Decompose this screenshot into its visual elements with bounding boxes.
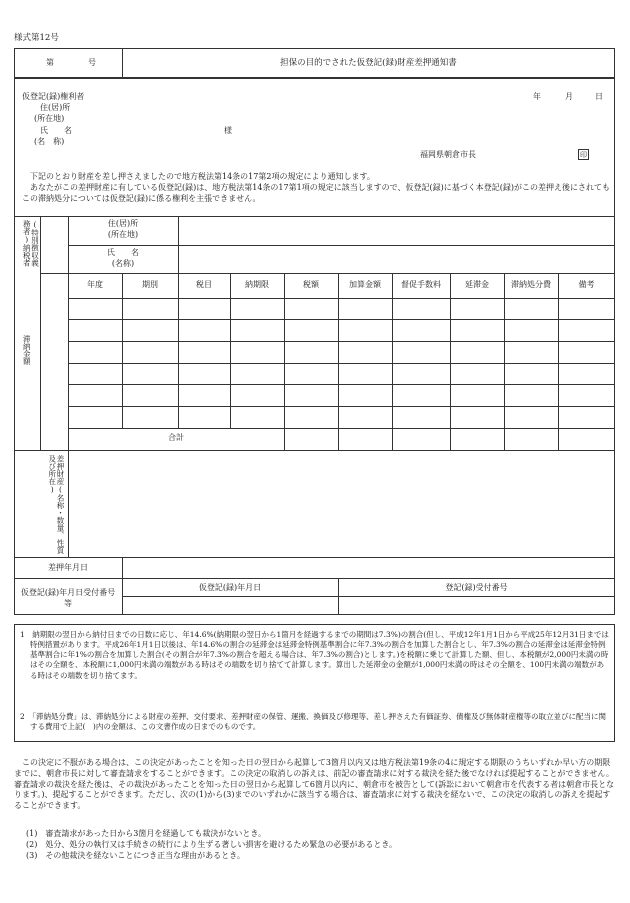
note-2: 2 「滞納処分費」は、滞納処分による財産の差押、交付要求、差押財産の保管、運搬、換価及び修理等、差し押さえた有価証券、債権及び無体財産権等の取立並びに配当に関する費用で上記( )内の金額は、この文書作成の日までのものです。 bbox=[20, 712, 607, 732]
document-title: 担保の目的でされた仮登記(録)財産差押通知書 bbox=[280, 58, 457, 68]
date-day: 日 bbox=[595, 92, 603, 101]
location-label: (所在地) bbox=[34, 114, 65, 123]
col-tax-item: 税目 bbox=[196, 280, 212, 289]
date-month: 月 bbox=[565, 92, 573, 101]
prov-registration-date-label: 仮登記(録)年月日 bbox=[198, 583, 262, 592]
seizure-date-label: 差押年月日 bbox=[48, 563, 88, 572]
col-surcharge: 加算金額 bbox=[349, 280, 381, 289]
date-year: 年 bbox=[533, 92, 541, 101]
number-dai: 第 bbox=[46, 58, 54, 67]
seized-property-label: 差押財産(名称・数量、性質及び所在) bbox=[47, 455, 65, 554]
addressee-label: 仮登記(録)権利者 bbox=[22, 92, 85, 101]
form-number: 様式第12号 bbox=[14, 33, 59, 43]
notice-paragraph-2: あなたがこの差押財産に有している仮登記(録)は、地方税法第14条の17第1項の規定に該当しますので、仮登記(録)に基づく本登記(録)がこの差押え後にされてもこの滞納処分については仮登記(録)に係る権利を主張できません。 bbox=[22, 183, 611, 203]
appeal-item-3: (3) その他裁決を経ないことにつき正当な理由があるとき。 bbox=[26, 851, 245, 860]
taxpayer-location-label: (所在地) bbox=[107, 230, 139, 239]
appeal-paragraph: この決定に不服がある場合は、この決定があったことを知った日の翌日から起算して3箇月以内又は地方税法第19条の4に規定する期限のうちいずれか早い方の期限までに、朝倉市長に対して審査請求をすることができます。この決定の取消しの訴えは、前記の審査請求に対する裁決を経た後でなければ提起することができません。審査請求の裁決を経た後は、その裁決があったことを知った日の翌日から起算して6箇月以内に、朝倉市を被告として(訴訟において朝倉市を代表する者は朝倉市長となります。)、提起することができます。ただし、次の(1)から(3)までのいずれかに該当する場合は、審査請求に対する裁決を経ないで、この決定の取消しの訴えを提起することができます。 bbox=[14, 758, 615, 811]
total-label: 合計 bbox=[168, 433, 184, 442]
col-delinquency-charge: 延滞金 bbox=[465, 280, 489, 289]
address-label: 住(居)所 bbox=[40, 103, 71, 112]
col-due-date: 納期限 bbox=[245, 280, 269, 289]
name-label: 氏 名 bbox=[40, 126, 72, 135]
col-disposition-cost: 滞納処分費 bbox=[511, 280, 551, 289]
taxpayer-name-label: 氏 名 bbox=[107, 248, 139, 257]
appeal-item-2: (2) 処分、処分の執行又は手続きの続行により生ずる著しい損害を避けるため緊急の必要があるとき。 bbox=[26, 840, 398, 849]
taxpayer-org-label: (名称) bbox=[111, 259, 135, 268]
appeal-item-1: (1) 審査請求があった日から3箇月を経過しても裁決がないとき。 bbox=[26, 829, 267, 838]
arrears-side-label: 滞納金額 bbox=[22, 335, 32, 365]
taxpayer-address-label: 住(居)所 bbox=[107, 219, 139, 228]
prov-registration-side-label: 仮登記(録)年月日受付番号等 bbox=[20, 588, 116, 608]
notice-paragraph-1: 下記のとおり財産を差し押さえましたので地方税法第14条の17第2項の規定により通知します。 bbox=[30, 172, 375, 181]
col-remarks: 備考 bbox=[578, 280, 595, 289]
org-name-label: (名 称) bbox=[34, 137, 65, 146]
col-fiscal-year: 年度 bbox=[87, 280, 103, 289]
note-1: 1 納期限の翌日から納付日までの日数に応じ、年14.6%(納期限の翌日から1箇月を経過するまでの期間は7.3%)の割合(但し、平成12年1月1日から平成25年12月31日までは特例措置があります。平成26年1月1日以後は、年14.6%の割合の延滞金は延滞金特例基準割合に年7.3%の割合を加算した割合とし、年7.3%の割合の延滞金は延滞金特例基準割合に年1%の割合を加算した割合(その割合が年7.3%の割合を超える場合は、年7.3%の割合)とします。)を税額に乗じて計算した額、但し、本税額が2,000円未満の時はその全額を、本税額に1,000円未満の端数がある時はその端数を切り捨てて計算します。算出した延滞金の金額が1,000円未満の時はその全額を、100円未満の端数がある時はその端数を切り捨てます。 bbox=[20, 630, 609, 680]
registration-number-label: 登記(録)受付番号 bbox=[445, 583, 508, 592]
issuer-name: 福岡県朝倉市長 bbox=[420, 150, 476, 159]
main-form-box bbox=[14, 78, 615, 615]
col-period: 期別 bbox=[142, 280, 158, 289]
col-demand-fee: 督促手数料 bbox=[401, 280, 441, 289]
honorific-sama: 様 bbox=[224, 126, 232, 135]
col-tax-amount: 税額 bbox=[303, 280, 319, 289]
taxpayer-side-label: (特別徴収義務者)納税者 bbox=[22, 220, 40, 267]
number-go: 号 bbox=[88, 58, 96, 67]
seal-mark: 印 bbox=[580, 151, 587, 159]
